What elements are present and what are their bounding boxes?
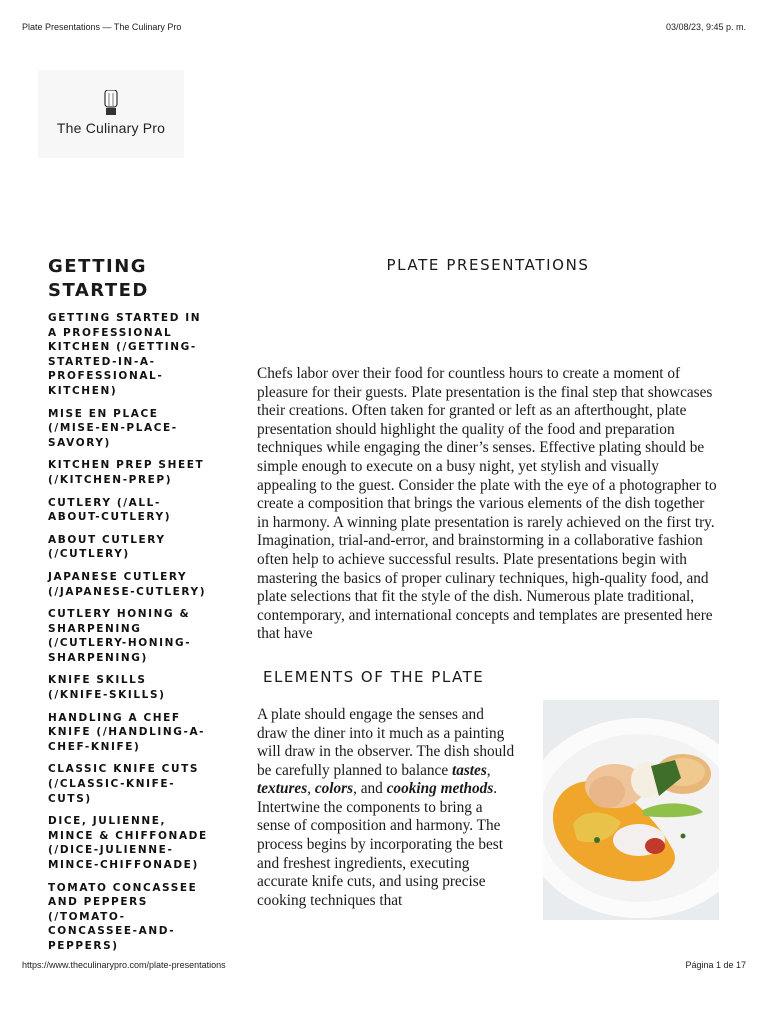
- print-header: [22, 22, 746, 32]
- chef-hat-icon: [103, 90, 119, 116]
- text-segment: , and: [353, 780, 387, 798]
- emphasis-textures: textures: [257, 780, 308, 798]
- elements-paragraph: [257, 706, 515, 926]
- print-page-number: Página 1 de 17: [685, 960, 746, 970]
- print-page-title: Plate Presentations — The Culinary Pro: [22, 22, 182, 32]
- sidebar-link[interactable]: DICE, JULIENNE, MINCE & CHIFFONADE (/DICE-JULIENNE-MINCE-CHIFFONADE): [48, 815, 208, 871]
- sidebar-heading: GETTING STARTED: [48, 256, 149, 301]
- sidebar: [48, 255, 208, 962]
- sidebar-link[interactable]: ABOUT CUTLERY (/CUTLERY): [48, 533, 166, 561]
- print-footer: [22, 960, 746, 970]
- sidebar-link[interactable]: CUTLERY (/ALL-ABOUT-CUTLERY): [48, 496, 172, 524]
- sidebar-link[interactable]: KNIFE SKILLS (/KNIFE-SKILLS): [48, 674, 166, 702]
- sidebar-link[interactable]: KITCHEN PREP SHEET (/KITCHEN-PREP): [48, 459, 205, 486]
- text-segment: . Intertwine the components to bring a sense of composition and harmony. The process begins by incorporating the best and freshest ingredients, executing accurate knife cuts, and using precise cooking techniques that: [257, 780, 503, 909]
- text-segment: ,: [486, 761, 491, 779]
- sidebar-link[interactable]: TOMATO CONCASSEE AND PEPPERS (/TOMATO-CONCASSEE-AND-PEPPERS): [48, 881, 198, 952]
- elements-section: [257, 706, 719, 926]
- sidebar-link[interactable]: CLASSIC KNIFE CUTS (/CLASSIC-KNIFE-CUTS): [48, 763, 200, 805]
- sidebar-link[interactable]: CUTLERY HONING & SHARPENING (/CUTLERY-HONING-SHARPENING): [48, 608, 192, 664]
- emphasis-cooking-methods: cooking methods: [386, 780, 494, 798]
- section-title: ELEMENTS OF THE PLATE: [263, 667, 485, 686]
- page-title: PLATE PRESENTATIONS: [386, 256, 590, 274]
- sidebar-link[interactable]: GETTING STARTED IN A PROFESSIONAL KITCHEN (/GETTING-STARTED-IN-A-PROFESSIONAL-KITCHEN): [48, 312, 202, 397]
- emphasis-colors: colors: [314, 780, 354, 798]
- sidebar-link[interactable]: JAPANESE CUTLERY (/JAPANESE-CUTLERY): [48, 570, 207, 598]
- emphasis-tastes: tastes: [451, 761, 487, 779]
- text-segment: A plate should engage the senses and draw the diner into it much as a painting will draw in the observer. The dish should be carefully planned to balance: [257, 705, 515, 779]
- main-content: [257, 250, 719, 926]
- text-segment: ,: [307, 780, 315, 798]
- logo-text: The Culinary Pro: [56, 120, 166, 136]
- sidebar-list: [48, 311, 208, 954]
- sidebar-link[interactable]: MISE EN PLACE (/MISE-EN-PLACE-SAVORY): [48, 407, 178, 449]
- print-url[interactable]: https://www.theculinarypro.com/plate-presentations: [22, 960, 226, 970]
- site-logo[interactable]: [38, 70, 184, 158]
- sidebar-link[interactable]: HANDLING A CHEF KNIFE (/HANDLING-A-CHEF-KNIFE): [48, 711, 206, 753]
- intro-paragraph: Chefs labor over their food for countless hours to create a moment of pleasure for their guests. Plate presentation is the final step that showcases their creations. Often taken for granted or left as an afterthought, plate presentation should highlight the quality of the food and preparation techniques while engaging the diner’s senses. Effective plating should be simple enough to execute on a busy night, yet stylish and visually appealing to the guest. Consider the plate with the eye of a photographer to create a composition that brings the various elements of the dish together in harmony. A winning plate presentation is rarely achieved on the first try. Imagination, trial-and-error, and brainstorming in a collaborative fashion often help to achieve successful results. Plate presentations begin with mastering the basics of proper culinary techniques, high-quality food, and plate selections that fit the style of the dish. Numerous plate traditional, contemporary, and international concepts and templates are presented here that have: [257, 365, 717, 643]
- plated-dish-image: [543, 700, 719, 920]
- print-datetime: 03/08/23, 9:45 p. m.: [665, 22, 746, 32]
